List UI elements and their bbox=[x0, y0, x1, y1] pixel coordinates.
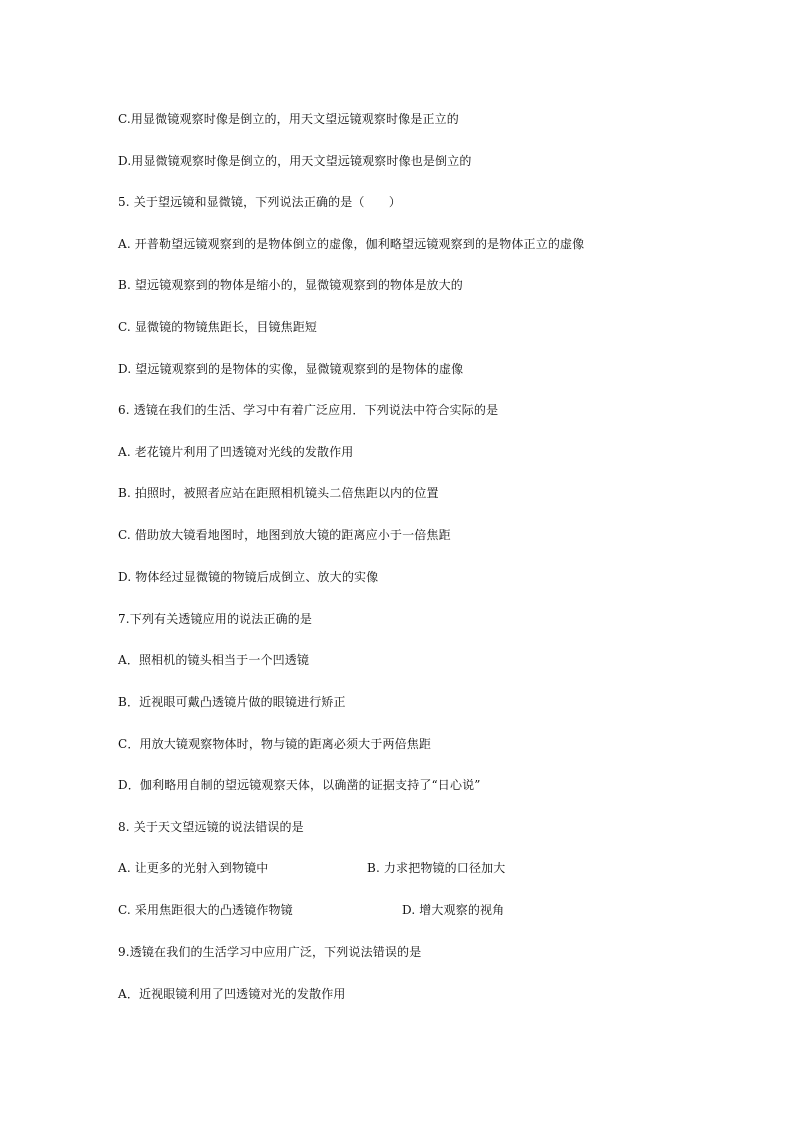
q8-option-b: B. 力求把物镜的口径加大 bbox=[367, 861, 506, 875]
q7-option-c: C．用放大镜观察物体时，物与镜的距离必须大于两倍焦距 bbox=[118, 737, 432, 751]
q5-option-d: D. 望远镜观察到的是物体的实像，显微镜观察到的是物体的虚像 bbox=[118, 362, 464, 376]
q7-option-b: B．近视眼可戴凸透镜片做的眼镜进行矫正 bbox=[118, 695, 346, 709]
q7-option-a: A．照相机的镜头相当于一个凹透镜 bbox=[118, 653, 310, 667]
q8-option-d: D. 增大观察的视角 bbox=[402, 903, 505, 917]
q6-option-c: C. 借助放大镜看地图时，地图到放大镜的距离应小于一倍焦距 bbox=[118, 528, 451, 542]
q9-option-a: A．近视眼镜利用了凹透镜对光的发散作用 bbox=[118, 987, 346, 1001]
q6-option-d: D. 物体经过显微镜的物镜后成倒立、放大的实像 bbox=[118, 570, 379, 584]
q5-stem: 5. 关于望远镜和显微镜，下列说法正确的是（ ） bbox=[118, 195, 402, 209]
q5-option-a: A. 开普勒望远镜观察到的是物体倒立的虚像，伽利略望远镜观察到的是物体正立的虚像 bbox=[118, 237, 585, 251]
q6-option-b: B. 拍照时，被照者应站在距照相机镜头二倍焦距以内的位置 bbox=[118, 486, 439, 500]
q7-option-d: D．伽利略用自制的望远镜观察天体，以确凿的证据支持了“日心说” bbox=[118, 778, 481, 792]
q5-option-c: C. 显微镜的物镜焦距长，目镜焦距短 bbox=[118, 320, 318, 334]
q5-option-b: B. 望远镜观察到的物体是缩小的，显微镜观察到的物体是放大的 bbox=[118, 278, 463, 292]
q8-stem: 8. 关于天文望远镜的说法错误的是 bbox=[118, 820, 304, 834]
q9-stem: 9.透镜在我们的生活学习中应用广泛，下列说法错误的是 bbox=[118, 945, 422, 959]
q7-stem: 7.下列有关透镜应用的说法正确的是 bbox=[118, 612, 313, 626]
q4-option-d: D.用显微镜观察时像是倒立的，用天文望远镜观察时像也是倒立的 bbox=[118, 154, 472, 168]
q8-option-a: A. 让更多的光射入到物镜中 bbox=[118, 861, 269, 875]
q4-option-c: C.用显微镜观察时像是倒立的，用天文望远镜观察时像是正立的 bbox=[118, 112, 459, 126]
q8-option-c: C. 采用焦距很大的凸透镜作物镜 bbox=[118, 903, 293, 917]
q6-option-a: A. 老花镜片利用了凹透镜对光线的发散作用 bbox=[118, 445, 354, 459]
q6-stem: 6. 透镜在我们的生活、学习中有着广泛应用．下列说法中符合实际的是 bbox=[118, 403, 499, 417]
